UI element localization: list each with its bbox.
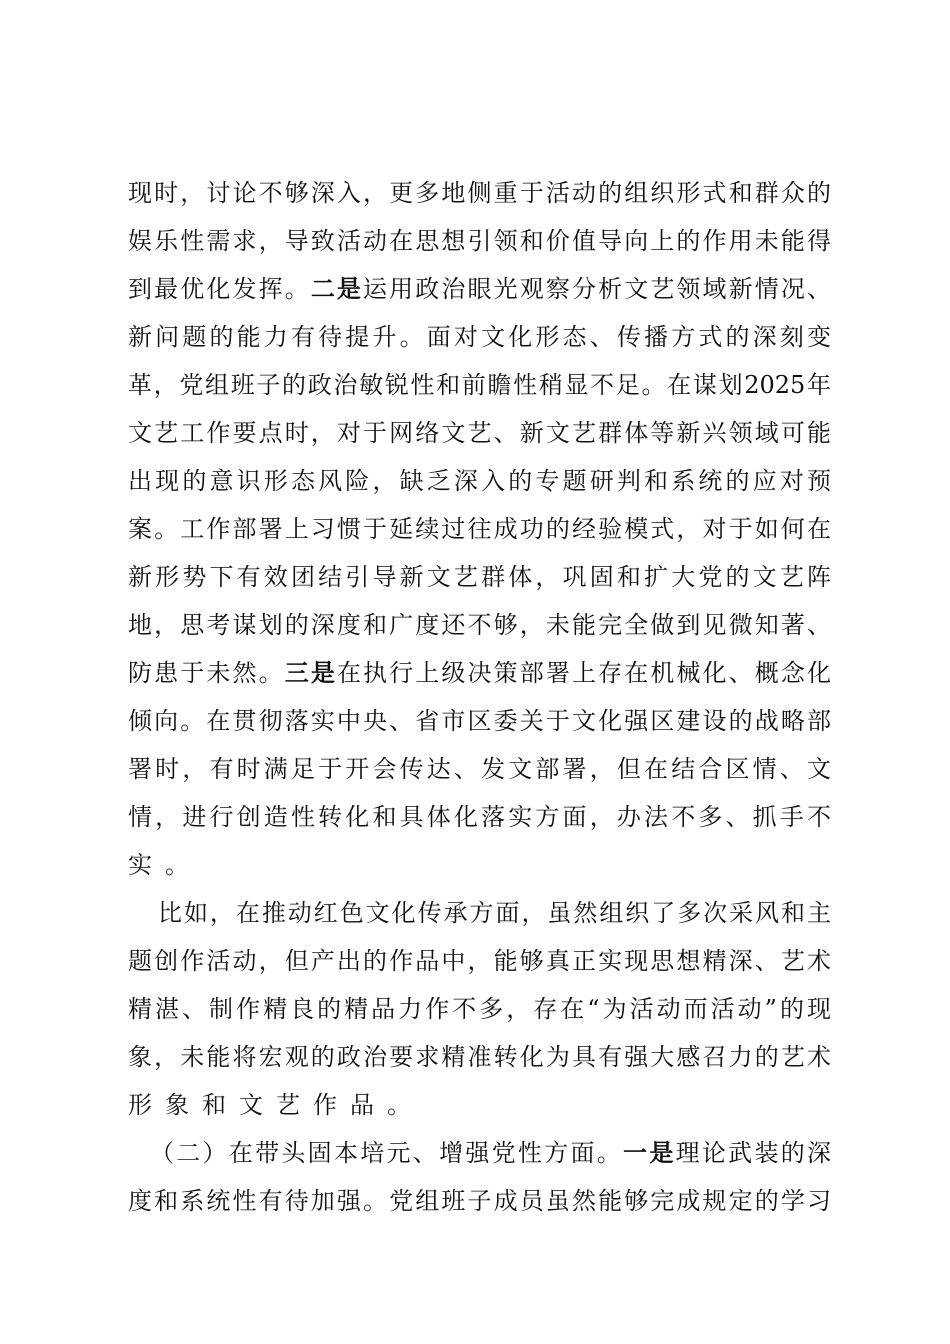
line-text: 新形势下有效团结引导新文艺群体，巩固和扩大党的文艺阵 — [128, 563, 831, 591]
line-text: 革，党组班子的政治敏锐性和前瞻性稍显不足。在谋划2025年 — [128, 371, 831, 399]
text-line — [128, 745, 831, 793]
text-line — [128, 409, 831, 457]
section-heading-line — [128, 1129, 831, 1177]
line-text: 理论武装的深 — [675, 1139, 832, 1167]
line-text: 实。 — [128, 851, 202, 879]
text-line — [128, 841, 831, 889]
line-text: 运用政治眼光观察分析文艺领域新情况、 — [363, 275, 832, 303]
bold-keyword: 三是 — [284, 658, 337, 687]
line-text: 新问题的能力有待提升。面对文化形态、传播方式的深刻变 — [128, 323, 831, 351]
line-text: 案。工作部署上习惯于延续过往成功的经验模式，对于如何在 — [128, 515, 831, 543]
text-line — [128, 889, 831, 937]
text-line — [128, 1033, 831, 1081]
line-text: 娱乐性需求，导致活动在思想引领和价值导向上的作用未能得 — [128, 227, 831, 255]
line-text: 防患于未然。 — [128, 659, 285, 687]
text-line — [128, 313, 831, 361]
line-text: 文艺工作要点时，对于网络文艺、新文艺群体等新兴领域可能 — [128, 419, 831, 447]
line-text: 现时，讨论不够深入，更多地侧重于活动的组织形式和群众的 — [128, 179, 831, 207]
text-line — [128, 985, 831, 1033]
line-text: （二）在带头固本培元、增强党性方面。 — [150, 1139, 624, 1167]
bold-keyword: 二是 — [310, 274, 364, 303]
document-body — [128, 169, 831, 1225]
line-text: 倾向。在贯彻落实中央、省市区委关于文化强区建设的战略部 — [128, 707, 831, 735]
paragraph-shortcomings — [128, 169, 831, 889]
line-text: 度和系统性有待加强。党组班子成员虽然能够完成规定的学习 — [128, 1187, 831, 1215]
line-text: 精湛、制作精良的精品力作不多，存在“为活动而活动”的现 — [128, 995, 831, 1023]
line-text: 署时，有时满足于开会传达、发文部署，但在结合区情、文 — [128, 755, 831, 783]
text-line — [128, 457, 831, 505]
paragraph-section-two — [128, 1129, 831, 1225]
text-line — [128, 937, 831, 985]
line-text: 形象和文艺作品。 — [128, 1091, 424, 1119]
text-line — [128, 505, 831, 553]
text-line — [128, 553, 831, 601]
line-text: 情，进行创造性转化和具体化落实方面，办法不多、抓手不 — [128, 803, 831, 831]
text-line — [128, 793, 831, 841]
line-text: 比如，在推动红色文化传承方面，虽然组织了多次采风和主 — [158, 899, 831, 927]
line-text: 象，未能将宏观的政治要求精准转化为具有强大感召力的艺术 — [128, 1043, 831, 1071]
text-line — [128, 601, 831, 649]
text-line — [128, 217, 831, 265]
line-text: 题创作活动，但产出的作品中，能够真正实现思想精深、艺术 — [128, 947, 831, 975]
text-line — [128, 169, 831, 217]
paragraph-example — [128, 889, 831, 1129]
line-text: 到最优化发挥。 — [128, 275, 311, 303]
text-line — [128, 361, 831, 409]
bold-keyword: 一是 — [623, 1138, 676, 1167]
text-line — [128, 1081, 831, 1129]
text-line — [128, 1177, 831, 1225]
line-text: 地，思考谋划的深度和广度还不够，未能完全做到见微知著、 — [128, 611, 831, 639]
text-line — [128, 649, 831, 697]
text-line — [128, 265, 831, 313]
line-text: 在执行上级决策部署上存在机械化、概念化 — [336, 659, 832, 687]
text-line — [128, 697, 831, 745]
line-text: 出现的意识形态风险，缺乏深入的专题研判和系统的应对预 — [128, 467, 831, 495]
